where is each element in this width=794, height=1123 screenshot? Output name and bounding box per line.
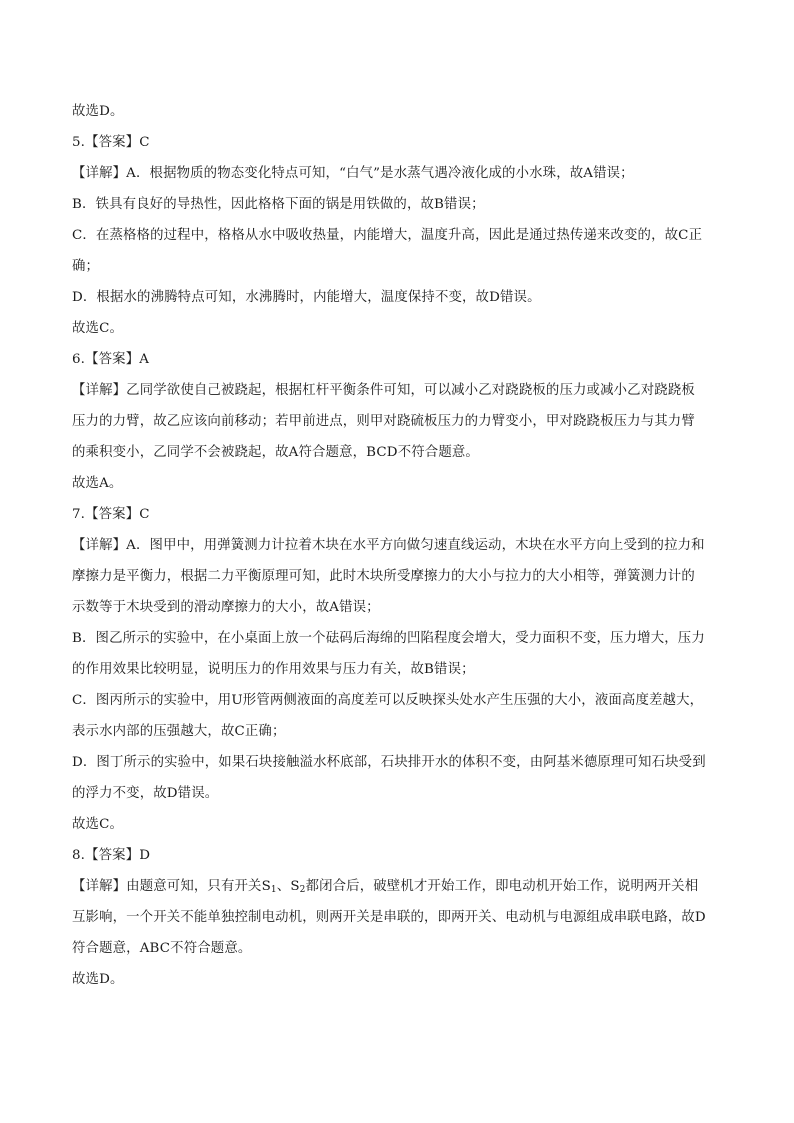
text-line: 的乘积变小，乙同学不会被跷起，故A符合题意，BCD不符合题意。 [72, 445, 479, 460]
text-segment: 【详解】由题意可知，只有开关S [72, 879, 271, 894]
text-line: 【详解】A．根据物质的物态变化特点可知，“白气”是水蒸气遇冷液化成的小水珠，故A错误； [72, 166, 634, 181]
text-line: C．图丙所示的实验中，用U形管两侧液面的高度差可以反映探头处水产生压强的大小，液面高度差越大， [72, 693, 704, 708]
text-line: 故选A。 [72, 476, 123, 491]
text-line: 的作用效果比较明显，说明压力的作用效果与压力有关，故B错误； [72, 662, 475, 677]
text-line: 的浮力不变，故D错误。 [72, 786, 219, 801]
answer-heading-q6: 6.【答案】A [72, 352, 150, 367]
answer-heading-q7: 7.【答案】C [72, 507, 150, 522]
text-line: B．图乙所示的实验中，在小桌面上放一个砝码后海绵的凹陷程度会增大，受力面积不变，压力增大，压力 [72, 631, 705, 646]
text-line: 确； [72, 259, 100, 274]
text-line: 互影响，一个开关不能单独控制电动机，则两开关是串联的，即两开关、电动机与电源组成串联电路，故D [72, 910, 706, 925]
text-line: 故选D。 [72, 972, 124, 987]
answer-content [72, 96, 722, 995]
text-line: D．图丁所示的实验中，如果石块接触溢水杯底部，石块排开水的体积不变，由阿基米德原理可知石块受到 [72, 755, 706, 770]
text-line: 【详解】A．图甲中，用弹簧测力计拉着木块在水平方向做匀速直线运动，木块在水平方向上受到的拉力和 [72, 538, 705, 553]
subscript: 1 [270, 885, 277, 895]
text-line: 故选C。 [72, 321, 124, 336]
text-line: 压力的力臂，故乙应该向前移动；若甲前进点，则甲对跷硫板压力的力臂变小，甲对跷跷板压力与其力臂 [72, 414, 695, 429]
text-line: C．在蒸格格的过程中，格格从水中吸收热量，内能增大，温度升高，因此是通过热传递来改变的，故C正 [72, 228, 703, 243]
answer-heading-q5: 5.【答案】C [72, 135, 150, 150]
text-line-with-subscripts [72, 871, 722, 902]
text-line: 摩擦力是平衡力，根据二力平衡原理可知，此时木块所受摩擦力的大小与拉力的大小相等，弹簧测力计的 [72, 569, 695, 584]
text-line: 表示水内部的压强越大，故C正确； [72, 724, 286, 739]
text-segment: 都闭合后，破壁机才开始工作，即电动机开始工作，说明两开关相 [305, 879, 699, 894]
text-line: 故选C。 [72, 817, 124, 832]
text-line: 【详解】乙同学欲使自己被跷起，根据杠杆平衡条件可知，可以减小乙对跷跷板的压力或减小乙对跷跷板 [72, 383, 695, 398]
text-line: D．根据水的沸腾特点可知，水沸腾时，内能增大，温度保持不变，故D错误。 [72, 290, 541, 305]
answer-heading-q8: 8.【答案】D [72, 848, 151, 863]
text-line: 故选D。 [72, 104, 124, 119]
text-line: B．铁具有良好的导热性，因此格格下面的锅是用铁做的，故B错误； [72, 197, 485, 212]
text-segment: 、S [276, 879, 300, 894]
subscript: 2 [299, 885, 306, 895]
text-line: 示数等于木块受到的滑动摩擦力的大小，故A错误； [72, 600, 380, 615]
text-line: 符合题意，ABC不符合题意。 [72, 941, 252, 956]
